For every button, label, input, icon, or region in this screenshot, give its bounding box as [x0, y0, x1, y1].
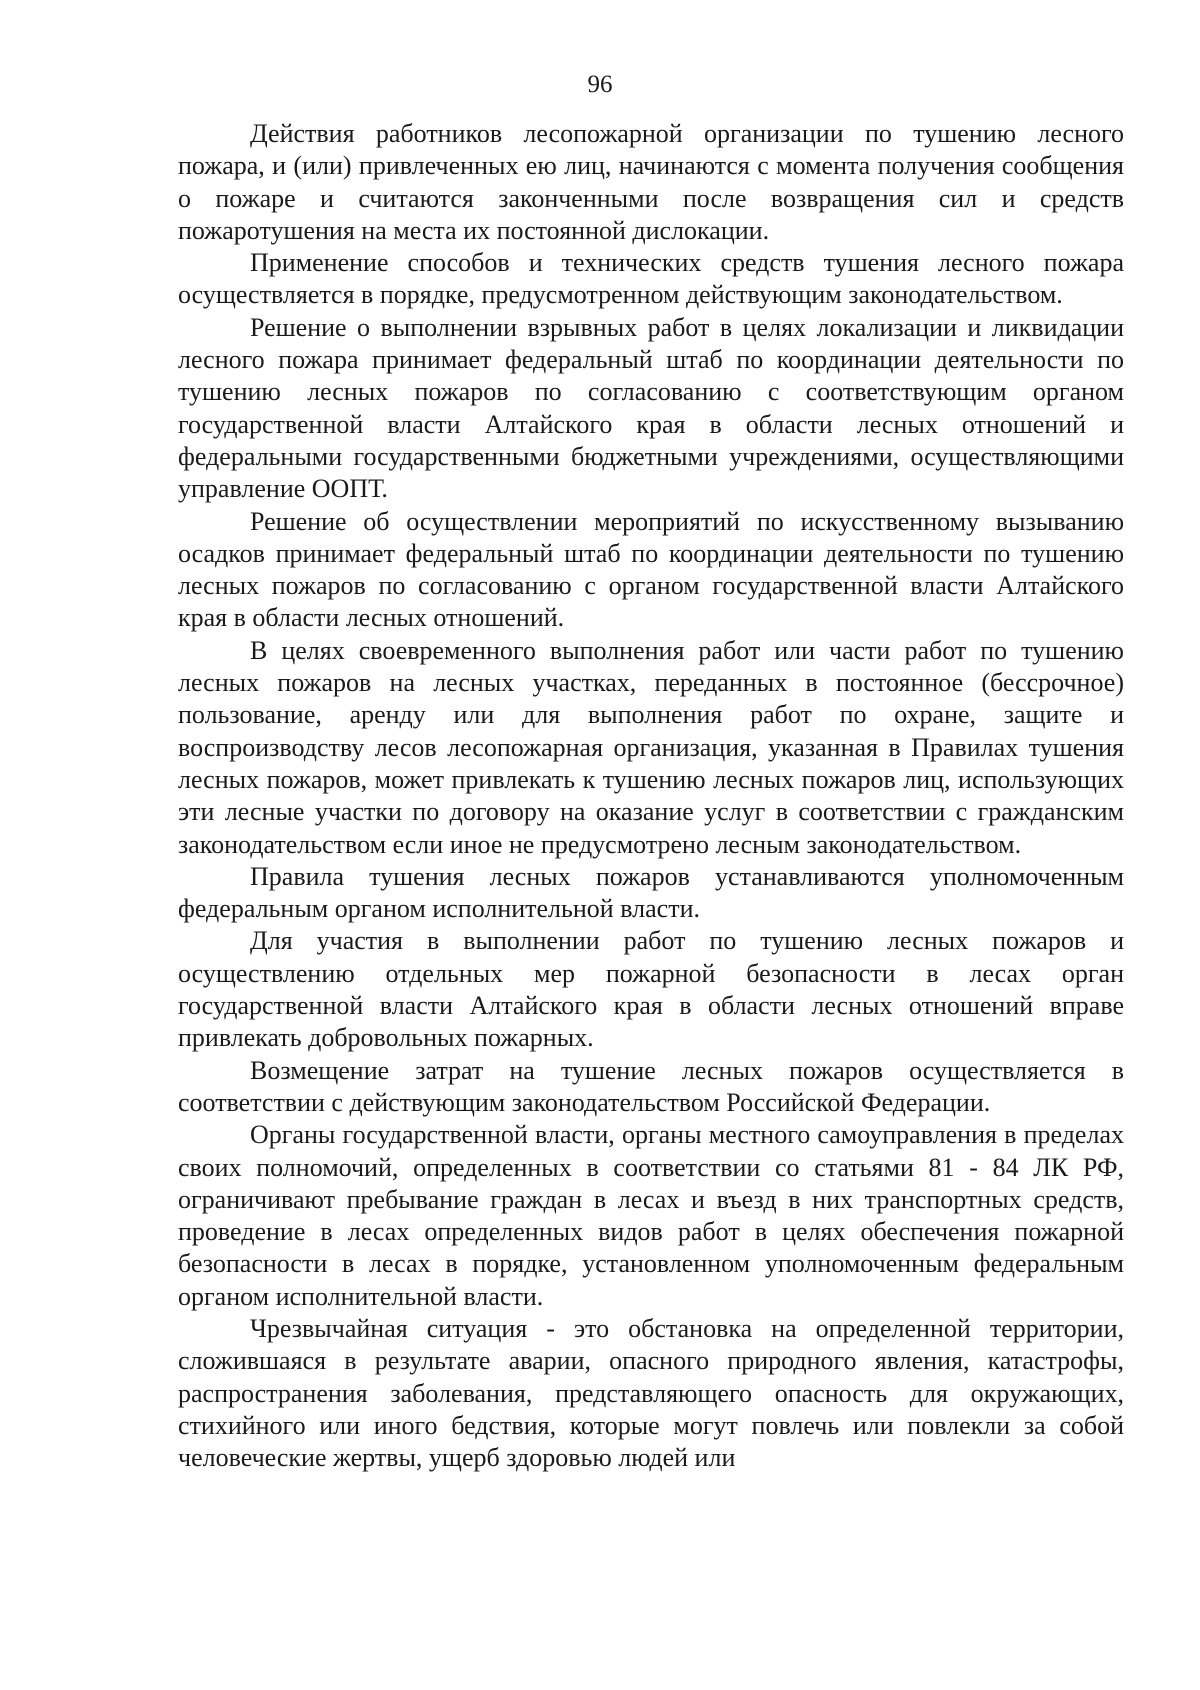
paragraph-explosive-works: Решение о выполнении взрывных работ в целях локализации и ликвидации лесного пожара принимает федеральный штаб по координации деятельности по тушению лесных пожаров по согласованию с соответствующим органом государственной власти Алтайского края в области лесных отношений и федеральными государственными бюджетными учреждениями, осуществляющими управление ООПТ.: [178, 312, 1124, 504]
paragraph-volunteer-firefighters: Для участия в выполнении работ по тушению лесных пожаров и осуществлению отдельных мер пожарной безопасности в лесах орган государственной власти Алтайского края в области лесных отношений вправе привлекать добровольных пожарных.: [178, 926, 1124, 1053]
paragraph-timely-work: В целях своевременного выполнения работ или части работ по тушению лесных пожаров на лесных участках, переданных в постоянное (бессрочное) пользование, аренду или для выполнения работ по охране, защите и воспроизводству лесов лесопожарная организация, указанная в Правилах тушения лесных пожаров, может привлекать к тушению лесных пожаров лиц, использующих эти лесные участки по договору на оказание услуг в соответствии с гражданским законодательством если иное не предусмотрено лесным законодательством.: [178, 635, 1124, 859]
paragraph-cost-reimbursement: Возмещение затрат на тушение лесных пожаров осуществляется в соответствии с действующим законодательством Российской Федерации.: [178, 1055, 1124, 1117]
document-body: [178, 118, 1124, 1474]
paragraph-emergency-definition: Чрезвычайная ситуация - это обстановка на определенной территории, сложившаяся в результате аварии, опасного природного явления, катастрофы, распространения заболевания, представляющего опасность для окружающих, стихийного или иного бедствия, которые могут повлечь или повлекли за собой человеческие жертвы, ущерб здоровью людей или: [178, 1313, 1124, 1473]
paragraph-fire-rules: Правила тушения лесных пожаров устанавливаются уполномоченным федеральным органом исполнительной власти.: [178, 861, 1124, 924]
paragraph-fire-response-actions: Действия работников лесопожарной организации по тушению лесного пожара, и (или) привлеченных ею лиц, начинаются с момента получения сообщения о пожаре и считаются законченными после возвращения сил и средств пожаротушения на места их постоянной дислокации.: [178, 119, 1124, 245]
paragraph-access-restrictions: Органы государственной власти, органы местного самоуправления в пределах своих полномочий, определенных в соответствии со статьями 81 - 84 ЛК РФ, ограничивают пребывание граждан в лесах и въезд в них транспортных средств, проведение в лесах определенных видов работ в целях обеспечения пожарной безопасности в лесах в порядке, установленном уполномоченным федеральным органом исполнительной власти.: [178, 1120, 1124, 1311]
page-number: 96: [587, 71, 613, 98]
paragraph-artificial-precipitation: Решение об осуществлении мероприятий по искусственному вызыванию осадков принимает федеральный штаб по координации деятельности по тушению лесных пожаров по согласованию с органом государственной власти Алтайского края в области лесных отношений.: [178, 506, 1124, 633]
paragraph-methods-application: Применение способов и технических средств тушения лесного пожара осуществляется в порядке, предусмотренном действующим законодательством.: [178, 248, 1124, 310]
